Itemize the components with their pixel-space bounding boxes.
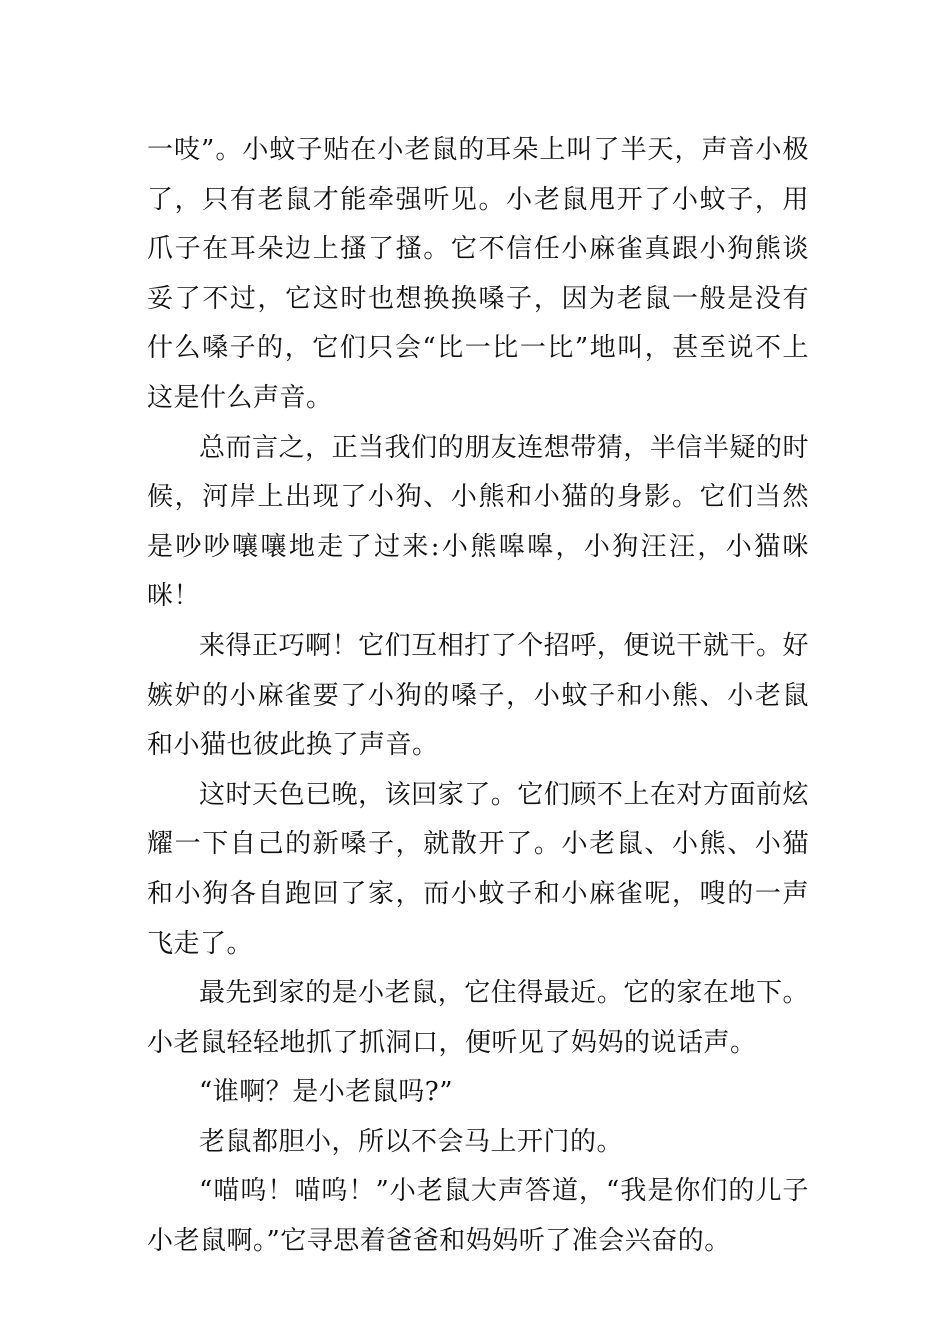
paragraph-8: “喵呜！喵呜！”小老鼠大声答道，“我是你们的儿子小老鼠啊。”它寻思着爸爸和妈妈听了准会兴奋的。 — [147, 1176, 809, 1257]
paragraph-3: 来得正巧啊！它们互相打了个招呼，便说干就干。好嫉妒的小麻雀要了小狗的嗓子，小蚊子和小熊、小老鼠和小猫也彼此换了声音。 — [147, 630, 809, 761]
paragraph-1: 一吱”。小蚊子贴在小老鼠的耳朵上叫了半天，声音小极了，只有老鼠才能牵强听见。小老鼠甩开了小蚊子，用爪子在耳朵边上搔了搔。它不信任小麻雀真跟小狗熊谈妥了不过，它这时也想换换嗓子，因为老鼠一般是没有什么嗓子的，它们只会“比一比一比”地叫，甚至说不上这是什么声音。 — [147, 135, 809, 413]
paragraph-5: 最先到家的是小老鼠，它住得最近。它的家在地下。小老鼠轻轻地抓了抓洞口，便听见了妈妈的说话声。 — [147, 978, 809, 1058]
paragraph-4: 这时天色已晚，该回家了。它们顾不上在对方面前炫耀一下自己的新嗓子，就散开了。小老鼠、小熊、小猫和小狗各自跑回了家，而小蚊子和小麻雀呢，嗖的一声飞走了。 — [147, 779, 809, 959]
paragraph-2: 总而言之，正当我们的朋友连想带猜，半信半疑的时候，河岸上出现了小狗、小熊和小猫的身影。它们当然是吵吵嚷嚷地走了过来:小熊嗥嗥，小狗汪汪，小猫咪咪！ — [147, 432, 809, 612]
paragraph-7: 老鼠都胆小，所以不会马上开门的。 — [199, 1126, 624, 1157]
document-body — [147, 126, 809, 1267]
paragraph-6: “谁啊？是小老鼠吗?” — [199, 1077, 454, 1108]
